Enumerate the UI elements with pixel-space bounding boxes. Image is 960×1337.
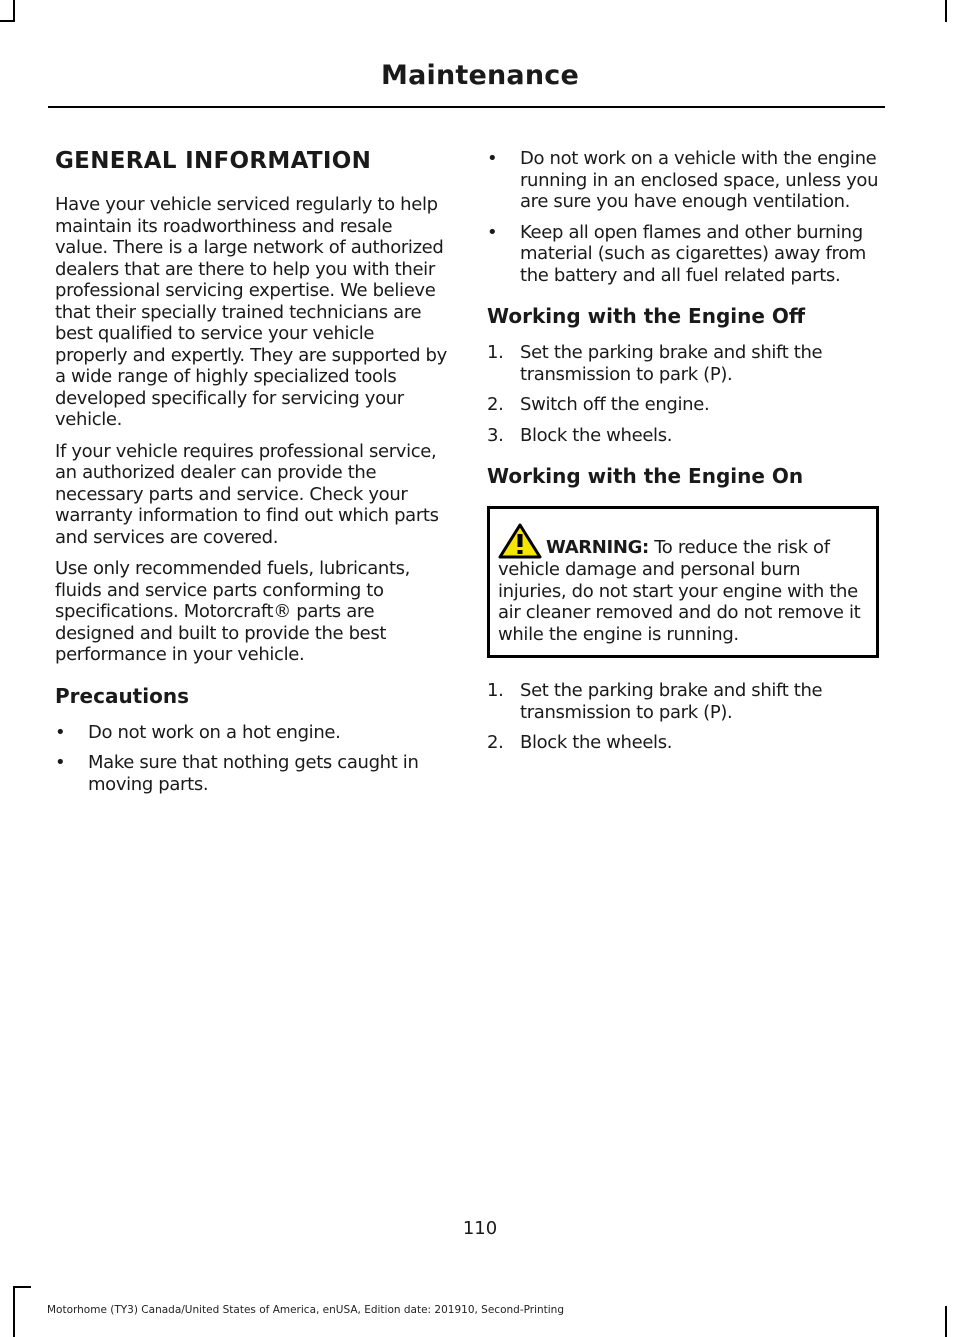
list-item-text: Block the wheels. (520, 424, 673, 446)
bullet-marker: • (487, 148, 498, 169)
page-title: Maintenance (381, 60, 579, 91)
warning-text: To reduce the risk of vehicle damage and personal burn injuries, do not start your engine with the air cleaner removed and do not remove it while the engine is running. (498, 537, 861, 645)
list-item (487, 222, 879, 287)
list-item-text: Make sure that nothing gets caught in moving parts. (88, 752, 419, 795)
step-number: 3. (487, 424, 504, 446)
paragraph-recommended-parts: Use only recommended fuels, lubricants, fluids and service parts conforming to specifications. Motorcraft® parts are designed and built to provide the best performance in your vehicle. (55, 558, 411, 665)
list-item (487, 732, 879, 754)
paragraph-professional-service: If your vehicle requires professional service, an authorized dealer can provide the necessary parts and service. Check your warranty information to find out which parts and services are covered. (55, 440, 439, 548)
step-number: 2. (487, 394, 504, 415)
step-number: 1. (487, 342, 504, 363)
header-divider (48, 106, 885, 108)
list-item (55, 722, 450, 744)
page-number: 110 (462, 1218, 498, 1239)
crop-mark-top-left-v (13, 0, 15, 22)
subheading-precautions: Precautions (55, 683, 189, 708)
list-item (487, 425, 879, 447)
bullet-marker: • (55, 752, 66, 773)
list-item-text: Do not work on a hot engine. (88, 721, 341, 743)
subheading-engine-on: Working with the Engine On (487, 464, 804, 488)
warning-box (487, 506, 879, 658)
crop-mark-bottom-left-v (13, 1286, 15, 1337)
list-item (487, 680, 879, 723)
list-item (55, 752, 450, 795)
section-heading-general-information: GENERAL INFORMATION (55, 148, 372, 174)
list-item-text: Switch off the engine. (520, 394, 710, 415)
warning-label: WARNING: (546, 537, 649, 558)
list-item-text: Set the parking brake and shift the transmission to park (P). (520, 342, 823, 385)
crop-mark-top-left-h (0, 20, 15, 22)
list-item (487, 148, 879, 213)
bullet-marker: • (55, 721, 66, 743)
step-number: 1. (487, 680, 504, 701)
list-item-text: Block the wheels. (520, 732, 673, 753)
bullet-marker: • (487, 221, 498, 243)
subheading-engine-off: Working with the Engine Off (487, 304, 806, 328)
list-item-text: Do not work on a vehicle with the engine running in an enclosed space, unless you are sure you have enough ventilation. (520, 148, 879, 212)
list-item (487, 342, 879, 385)
paragraph-servicing: Have your vehicle serviced regularly to help maintain its roadworthiness and resale value. There is a large network of authorized dealers that are there to help you with their professional servicing expertise. We believe that their specially trained technicians are best qualified to service your vehicle properly and expertly. They are supported by a wide range of highly specialized tools developed specifically for servicing your vehicle. (55, 194, 447, 430)
warning-triangle-icon (498, 523, 542, 559)
left-column (55, 148, 450, 804)
edition-footer: Motorhome (TY3) Canada/United States of America, enUSA, Edition date: 201910, Second-Printing (47, 1304, 564, 1316)
crop-mark-bottom-right-v (945, 1306, 947, 1337)
crop-mark-top-right-v (945, 0, 947, 22)
step-number: 2. (487, 732, 504, 753)
list-item-text: Set the parking brake and shift the transmission to park (P). (520, 680, 823, 723)
list-item (487, 394, 879, 416)
list-item-text: Keep all open flames and other burning material (such as cigarettes) away from the battery and all fuel related parts. (520, 221, 866, 286)
crop-mark-bottom-left-h (13, 1286, 31, 1288)
right-column (487, 148, 879, 763)
